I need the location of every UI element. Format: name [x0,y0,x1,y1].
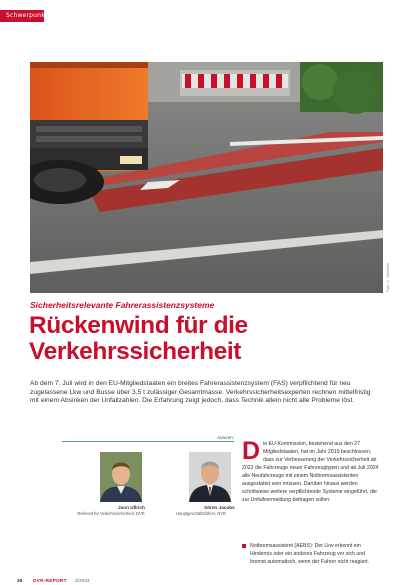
bullet-text: Notbremsassistent (AEBS): Der Lkw erkennt ein Hindernis oder ein anderes Fahrzeug vor sich und bremst automatisch, wenn der Fahrer nicht reagiert. [250,543,370,565]
lead-paragraph: Ab dem 7. Juli wird in den EU-Mitgliedstaaten ein breites Fahrerassistenzsystem (FAS) verpflichtend für neu zugelassene Lkw und Busse über 3,5 t zulässiger Gesamtmasse. Verkehrssicherheitsexperten rechnen mittelfristig mit einem Absinken der Unfallzahlen. Die Erfahrung zeigt jedoch, dass Technik allein nicht alle Probleme löst. [30,380,371,405]
authors-divider [62,441,234,442]
page-footer [17,579,397,585]
author-role-2: Hauptgeschäftsführer, DVR [176,511,226,516]
dropcap: D [242,437,261,465]
body-text [242,437,382,504]
photo-credit: Foto: © Stockfoto [386,262,390,292]
author-name-1: Jann Ullrich [118,505,145,510]
hero-photo [30,62,383,293]
bullet-item [242,542,382,566]
rubric-label: Schwerpunkt [6,12,48,19]
author-photo-1 [100,452,142,502]
authors-label: Autoren: [216,435,234,440]
body-paragraph: ie EU-Kommission, bestehend aus den 27 Mitgliedstaaten, hat im Jahr 2019 beschlossen, dass zur Verbesserung der Verkehrssicherheit ab 2022 die Fahrzeuge neuer Fahrzeugtypen und ab Juli 2024 alle Neufahrzeuge mit einem Notbremsassistenten ausgestattet sein müssen. Darüber hinaus werden schrittweise weitere verpflichtende Systeme eingeführt, die zur Unfallvermeidung beitragen sollen: [242,441,379,503]
magazine-name: DVR-REPORT [33,579,67,584]
issue-number: 2/2024 [75,579,90,584]
bullet-square-icon [242,544,246,548]
author-name-2: Sören Jacobs [204,505,235,510]
author-role-1: Referent für Verkehrssicherheit, DVR [77,511,145,516]
page-number: 26 [17,579,23,584]
author-photo-2 [189,452,231,502]
kicker: Sicherheitsrelevante Fahrerassistenzsysteme [30,300,215,310]
headline: Rückenwind für die Verkehrssicherheit [29,312,248,365]
